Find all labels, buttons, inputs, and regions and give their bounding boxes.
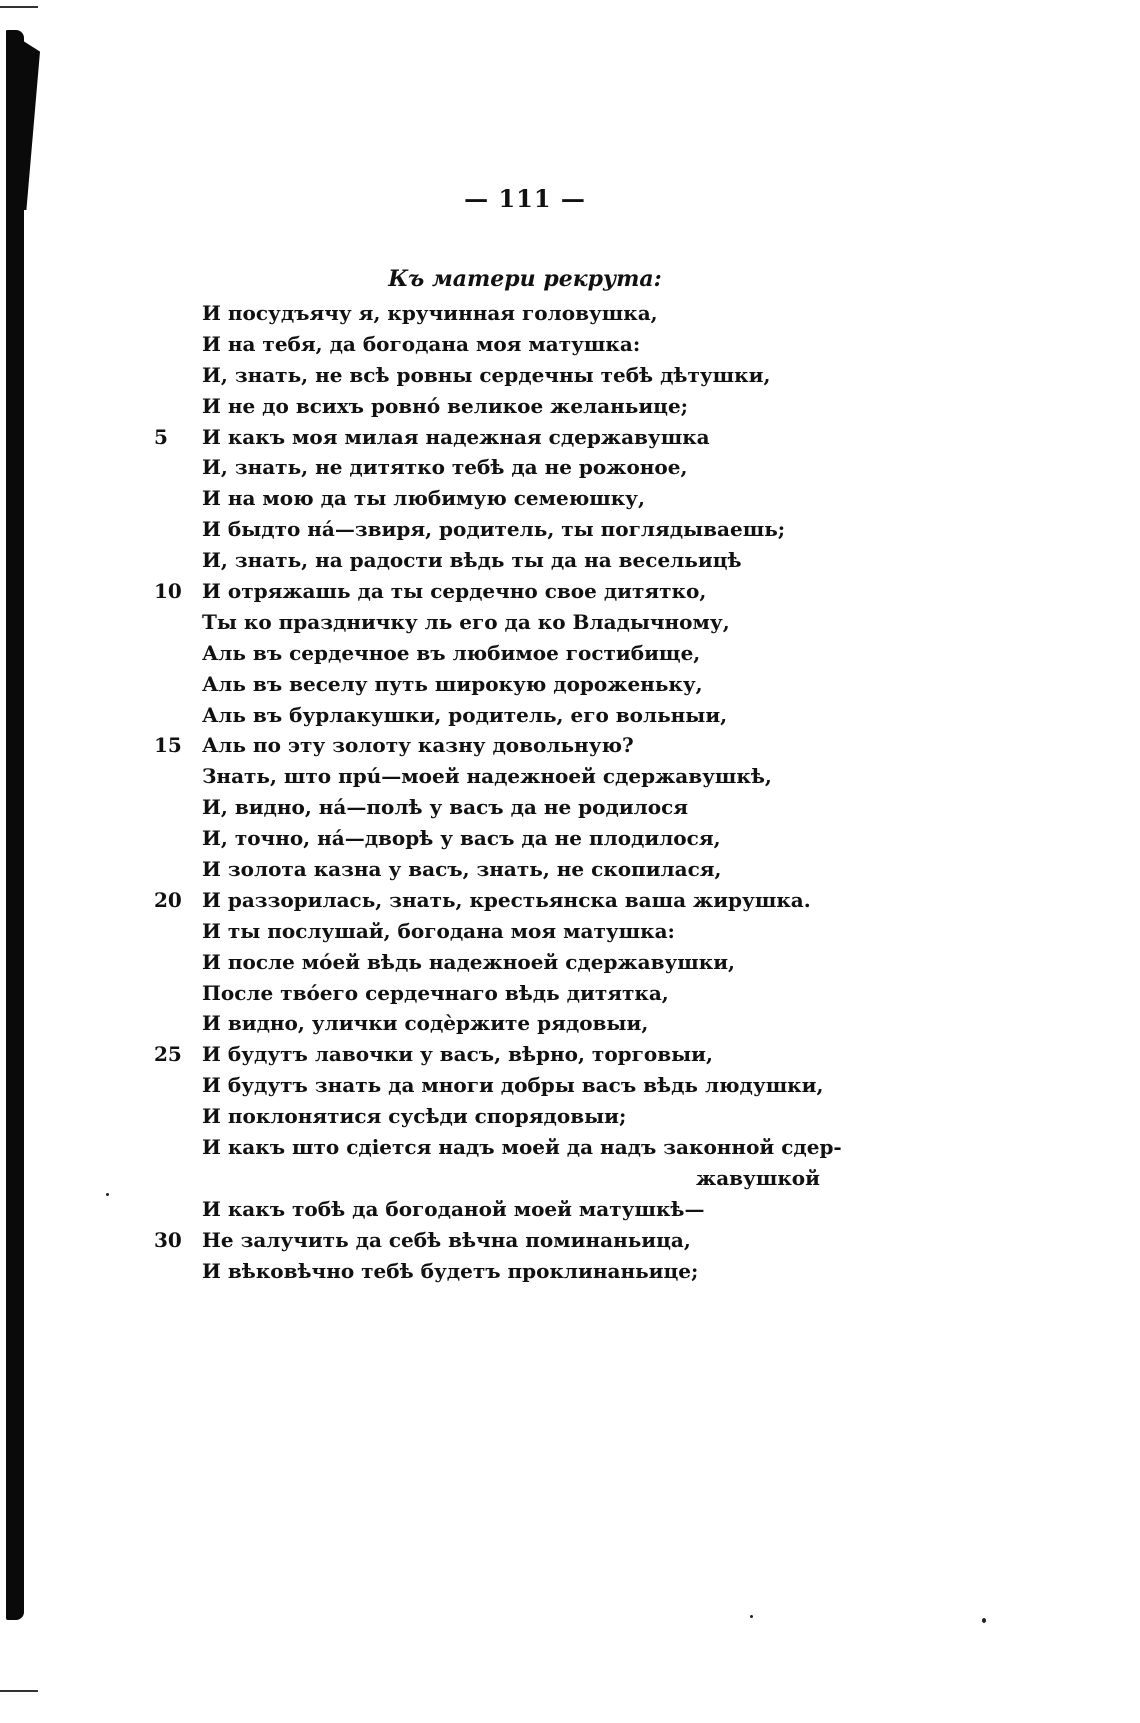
verse-line <box>150 1101 910 1132</box>
line-text: И вѣковѣчно тебѣ будетъ проклинаньице; <box>202 1258 699 1283</box>
print-speck <box>750 1615 753 1618</box>
line-text: И видно, улички содѐржите рядовыи, <box>202 1011 649 1036</box>
line-text: И поклонятися сусѣди спорядовыи; <box>202 1104 627 1129</box>
edge-tick-bottom <box>0 1690 38 1692</box>
verse-line <box>150 1256 910 1287</box>
page-number: — 111 — <box>464 184 586 213</box>
line-text: И на мою да ты любимую семеюшку, <box>202 486 645 511</box>
print-speck <box>982 1618 986 1623</box>
section-heading: Къ матери рекрута: <box>388 266 662 292</box>
line-number: 5 <box>154 424 168 449</box>
verse-line <box>150 978 910 1009</box>
edge-tick-top <box>0 6 38 8</box>
line-text: И посудъячу я, кручинная головушка, <box>202 301 658 325</box>
line-text: И золота казна у васъ, знать, не скопилася, <box>202 857 722 882</box>
line-text: Ты ко праздничку ль его да ко Владычному, <box>202 609 730 634</box>
verse-line <box>150 1039 910 1070</box>
line-text: И какъ моя милая надежная сдержавушка <box>202 424 710 449</box>
line-text: И ты послушай, богодана моя матушка: <box>202 918 675 943</box>
line-text: И будутъ знать да многи добры васъ вѣдь людушки, <box>202 1073 824 1098</box>
line-text: Аль въ веселу путь широкую дороженьку, <box>202 671 703 696</box>
verse-line <box>150 792 910 823</box>
verse-line <box>150 1070 910 1101</box>
verse-line <box>150 545 910 576</box>
line-text: Аль въ сердечное въ любимое гостибище, <box>202 640 701 665</box>
verse-line <box>150 854 910 885</box>
verse-line <box>150 607 910 638</box>
verse-line <box>150 638 910 669</box>
line-text: И будутъ лавочки у васъ, вѣрно, торговыи, <box>202 1042 713 1067</box>
verse-line <box>150 761 910 792</box>
verse-line <box>150 700 910 731</box>
line-text: Знать, што прú—моей надежноей сдержавушкѣ, <box>202 764 772 789</box>
line-text: И, знать, на радости вѣдь ты да на весельицѣ <box>202 548 742 573</box>
verse-line <box>150 1132 910 1163</box>
line-text: И на тебя, да богодана моя матушка: <box>202 331 641 356</box>
print-speck <box>106 1193 109 1196</box>
verse-line <box>150 391 910 422</box>
verse-line <box>150 298 910 329</box>
verse-line <box>150 947 910 978</box>
verse-line <box>150 916 910 947</box>
verse-line <box>150 823 910 854</box>
line-text: И раззорилась, знать, крестьянска ваша жирушка. <box>202 887 811 912</box>
line-text: И, видно, нá—полѣ у васъ да не родилося <box>202 795 689 820</box>
line-text: И, знать, не всѣ ровны сердечны тебѣ дѣтушки, <box>202 362 771 387</box>
poem <box>150 298 910 1287</box>
verse-line <box>150 452 910 483</box>
verse-line <box>150 576 910 607</box>
line-text: Аль въ бурлакушки, родитель, его вольныи, <box>202 702 728 727</box>
verse-line <box>150 669 910 700</box>
verse-line <box>150 422 910 453</box>
line-text: И какъ тобѣ да богоданой моей матушкѣ— <box>202 1196 705 1221</box>
verse-line <box>150 1194 910 1225</box>
line-text: И быдто нá—звиря, родитель, ты поглядываешь; <box>202 517 786 542</box>
line-text: И, знать, не дитятко тебѣ да не рожоное, <box>202 455 688 480</box>
line-text: И какъ што сдіется надъ моей да надъ законной сдер- <box>202 1135 842 1160</box>
line-number: 15 <box>154 733 182 758</box>
verse-line <box>150 1008 910 1039</box>
verse-line <box>150 1163 910 1194</box>
line-number: 25 <box>154 1042 182 1067</box>
line-number: 30 <box>154 1227 182 1252</box>
line-text: И, точно, нá—дворѣ у васъ да не плодилося, <box>202 826 721 851</box>
line-continuation: жавушкой <box>696 1165 820 1190</box>
line-text: И не до всихъ ровнó великое желаньице; <box>202 393 689 418</box>
line-text: И отряжашь да ты сердечно свое дитятко, <box>202 579 707 604</box>
verse-line <box>150 885 910 916</box>
binding-edge-top <box>6 30 40 210</box>
line-number: 20 <box>154 887 182 912</box>
verse-line <box>150 1225 910 1256</box>
verse-line <box>150 730 910 761</box>
line-text: И после мóей вѣдь надежноей сдержавушки, <box>202 949 736 974</box>
verse-line <box>150 329 910 360</box>
line-text: Аль по эту золоту казну довольную? <box>202 733 634 758</box>
verse-line <box>150 514 910 545</box>
verse-line <box>150 483 910 514</box>
line-text: После твóего сердечнаго вѣдь дитятка, <box>202 980 669 1005</box>
line-text: Не залучить да себѣ вѣчна поминаньица, <box>202 1227 691 1252</box>
line-number: 10 <box>154 579 182 604</box>
verse-line <box>150 360 910 391</box>
